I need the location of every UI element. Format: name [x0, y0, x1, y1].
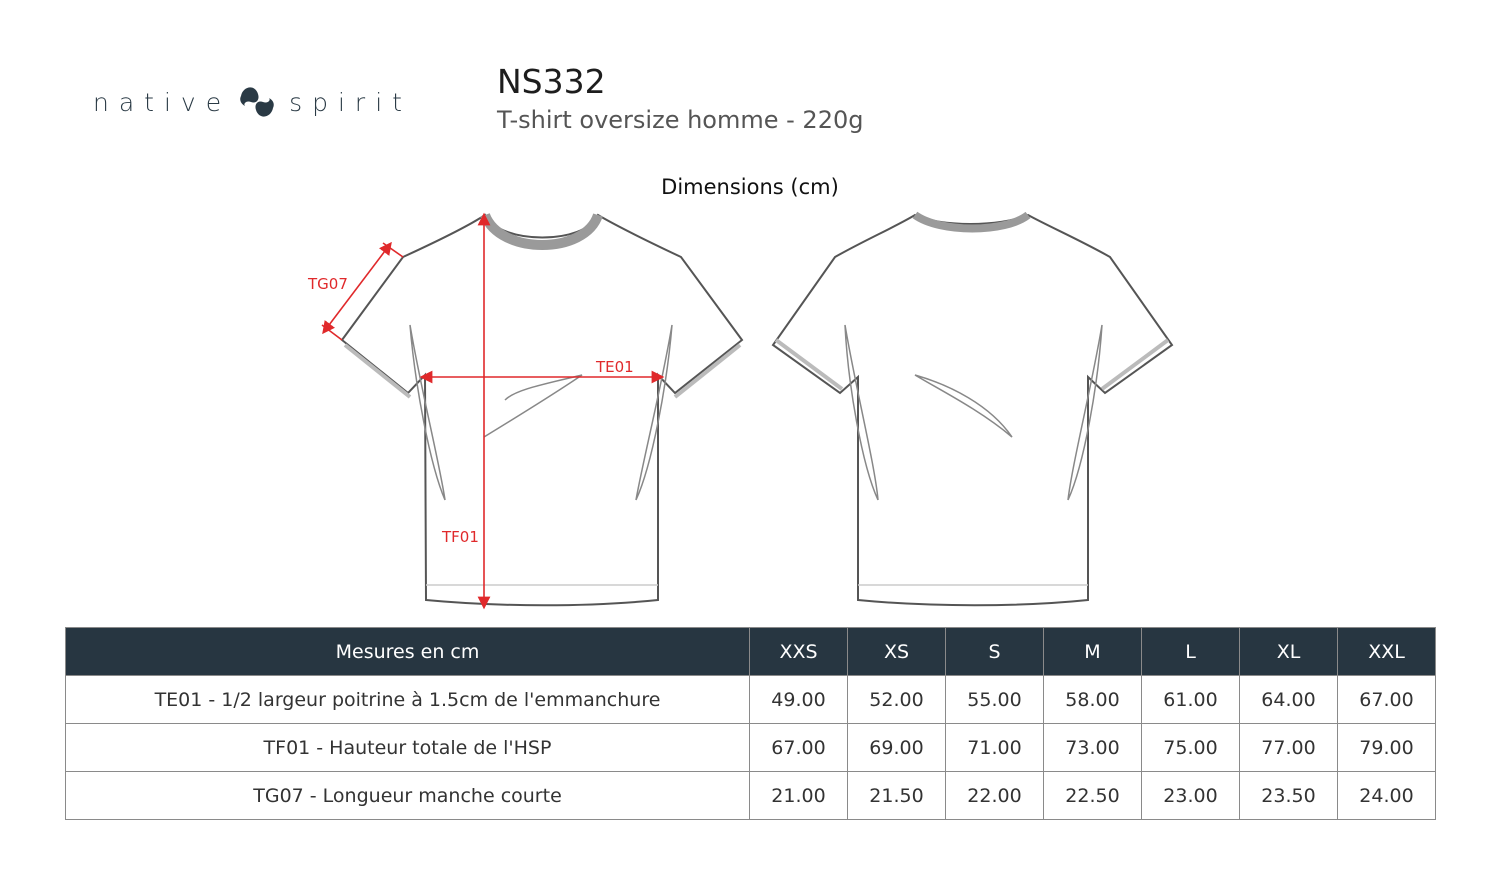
brand-word-native: native: [93, 87, 232, 117]
row-label: TF01 - Hauteur totale de l'HSP: [66, 724, 750, 772]
row-label: TG07 - Longueur manche courte: [66, 772, 750, 820]
cell-value: 64.00: [1240, 676, 1338, 724]
table-row: [66, 676, 1436, 724]
cell-value: 79.00: [1338, 724, 1436, 772]
product-name: T-shirt oversize homme - 220g: [497, 106, 864, 134]
header-size-xxl: XXL: [1338, 628, 1436, 676]
cell-value: 52.00: [848, 676, 946, 724]
cell-value: 67.00: [1338, 676, 1436, 724]
cell-value: 24.00: [1338, 772, 1436, 820]
cell-value: 22.00: [946, 772, 1044, 820]
table-row: [66, 772, 1436, 820]
brand-word-spirit: spirit: [289, 87, 412, 117]
size-table: [65, 627, 1436, 820]
cell-value: 61.00: [1142, 676, 1240, 724]
row-label: TE01 - 1/2 largeur poitrine à 1.5cm de l'emmanchure: [66, 676, 750, 724]
cell-value: 23.00: [1142, 772, 1240, 820]
header-size-m: M: [1044, 628, 1142, 676]
product-code: NS332: [497, 62, 606, 101]
header-size-l: L: [1142, 628, 1240, 676]
cell-value: 21.00: [750, 772, 848, 820]
table-header-row: [66, 628, 1436, 676]
cell-value: 49.00: [750, 676, 848, 724]
cell-value: 77.00: [1240, 724, 1338, 772]
front-view: [342, 215, 742, 605]
label-height: TF01: [442, 528, 479, 546]
table-row: [66, 724, 1436, 772]
cell-value: 23.50: [1240, 772, 1338, 820]
header-size-xxs: XXS: [750, 628, 848, 676]
cell-value: 55.00: [946, 676, 1044, 724]
header-size-s: S: [946, 628, 1044, 676]
cell-value: 75.00: [1142, 724, 1240, 772]
cell-value: 22.50: [1044, 772, 1142, 820]
tshirt-diagram: [300, 205, 1200, 610]
cell-value: 67.00: [750, 724, 848, 772]
cell-value: 21.50: [848, 772, 946, 820]
cell-value: 69.00: [848, 724, 946, 772]
cell-value: 71.00: [946, 724, 1044, 772]
leaf-swirl-icon: [237, 82, 277, 122]
diagram-title: Dimensions (cm): [661, 175, 839, 199]
cell-value: 73.00: [1044, 724, 1142, 772]
cell-value: 58.00: [1044, 676, 1142, 724]
label-sleeve: TG07: [308, 275, 348, 293]
back-view: [773, 215, 1172, 605]
brand-logo: [93, 82, 412, 122]
header-label: Mesures en cm: [66, 628, 750, 676]
label-chest: TE01: [596, 358, 634, 376]
header-size-xs: XS: [848, 628, 946, 676]
header-size-xl: XL: [1240, 628, 1338, 676]
